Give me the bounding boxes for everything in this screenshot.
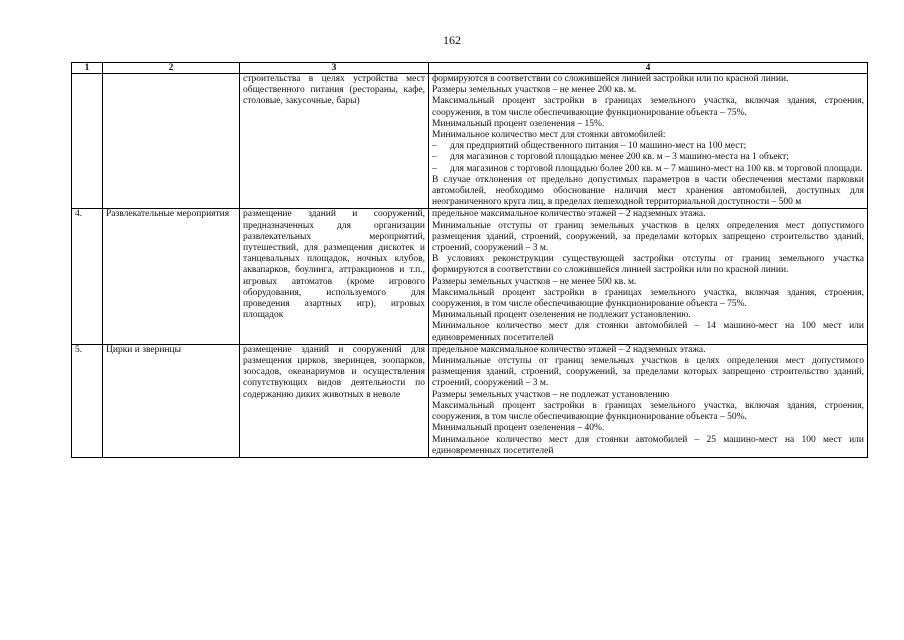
parameter-paragraph: Размеры земельных участков – не менее 200 кв. м. [432, 85, 637, 96]
parameter-paragraph: Максимальный процент застройки в границах земельного участка, включая здания, строения, сооружения, в том числе обеспечивающие функционирование объекта – 75%. [432, 96, 864, 118]
table-header-row [72, 63, 868, 74]
row-number [72, 74, 103, 209]
parameter-paragraph: Размеры земельных участков – не подлежат установлению [432, 389, 670, 400]
column-header-2: 2 [103, 63, 240, 74]
parameter-paragraph: Минимальное количество мест для стоянки автомобилей – 25 машино-мест на 100 мест или единовременных посетителей [432, 434, 864, 456]
row-number: 5. [72, 344, 103, 457]
table-row [72, 209, 868, 344]
land-use-name: Развлекательные мероприятия [103, 209, 240, 344]
column-header-4: 4 [429, 63, 868, 74]
table-body [72, 74, 868, 458]
parameter-paragraph: предельное максимальное количество этажей – 2 надземных этажа. [432, 209, 706, 220]
land-use-name: Цирки и зверинцы [103, 344, 240, 457]
parameter-list-item: – для магазинов с торговой площадью более 200 кв. м – 7 машино-мест на 100 кв. м торговой площади. [432, 164, 864, 175]
row-number: 4. [72, 209, 103, 344]
parameter-paragraph: Максимальный процент застройки в границах земельного участка, включая здания, строения, сооружения, в том числе обеспечивающие функционирование объекта – 75%. [432, 287, 864, 310]
parameter-paragraph: формируются в соответствии со сложившейся линией застройки или по красной линии. [432, 74, 789, 84]
parameter-paragraph: Минимальные отступы от границ земельных участков в целях определения мест допустимого размещения зданий, строений, сооружений, за пределами которых запрещено строительство зданий, строений, сооружений – 3 м. [432, 220, 864, 254]
table-row [72, 74, 868, 209]
land-use-parameters [429, 74, 868, 209]
column-header-1: 1 [72, 63, 103, 74]
parameter-paragraph: В условиях реконструкции существующей застройки отступы от границ земельного участка формируются в соответствии со сложившейся линией застройки или по красной линии. [432, 254, 864, 276]
parameter-paragraph: Минимальный процент озеленения – 40%. [432, 423, 605, 434]
parameter-paragraph: Минимальные отступы от границ земельных участков в целях определения мест допустимого размещения зданий, строений, сооружений, за пределами которых запрещено строительство зданий, строений, сооружений – 3 м. [432, 356, 864, 389]
parameter-paragraph: Максимальный процент застройки в границах земельного участка, включая здания, строения, сооружения, в том числе обеспечивающие функционирование объекта – 50%. [432, 400, 864, 423]
parameter-paragraph: В случае отклонения от предельно допустимых параметров в части обеспечения местами парковки автомобилей, необходимо обоснование наличия мест хранения автомобилей, доступных для неограниченного круга лиц, в пределах пешеходной территориальной доступности – 500 м [432, 174, 864, 208]
parameter-paragraph: Минимальный процент озеленения – 15%. [432, 118, 605, 129]
land-use-parameters [429, 209, 868, 344]
parameter-paragraph: Минимальный процент озеленения не подлежит установлению. [432, 310, 691, 321]
parameter-paragraph: Минимальное количество мест для стоянки автомобилей – 14 машино-мест на 100 мест или единовременных посетителей [432, 321, 864, 343]
land-use-description: размещение зданий и сооружений, предназначенных для организации развлекательных мероприятий, путешествий, для размещения дискотек и танцевальных площадок, ночных клубов, аквапарков, боулинга, аттракционов и т.п., игровых автоматов (кроме игрового оборудования, используемого для проведения азартных игр), игровых площадок [240, 209, 429, 344]
land-use-parameters [429, 344, 868, 457]
parameter-paragraph: Размеры земельных участков – не менее 500 кв. м. [432, 276, 637, 287]
parameter-paragraph: Минимальное количество мест для стоянки автомобилей: [432, 130, 666, 141]
parameter-list-item: – для предприятий общественного питания – 10 машино-мест на 100 мест; [432, 141, 864, 152]
land-use-description: строительства в целях устройства мест общественного питания (рестораны, кафе, столовые, закусочные, бары) [240, 74, 429, 209]
table-row [72, 344, 868, 457]
page-number: 162 [443, 33, 461, 47]
land-use-description: размещение зданий и сооружений для размещения цирков, зверинцев, зоопарков, зоосадов, океанариумов и осуществления сопутствующих видов деятельности по содержанию диких животных в неволе [240, 344, 429, 457]
parameter-paragraph: предельное максимальное количество этажей – 2 надземных этажа. [432, 344, 706, 355]
column-header-3: 3 [240, 63, 429, 74]
land-use-name [103, 74, 240, 209]
parameter-list-item: – для магазинов с торговой площадью менее 200 кв. м – 3 машино-места на 1 объект; [432, 152, 864, 163]
land-use-regulations-table [71, 62, 868, 458]
